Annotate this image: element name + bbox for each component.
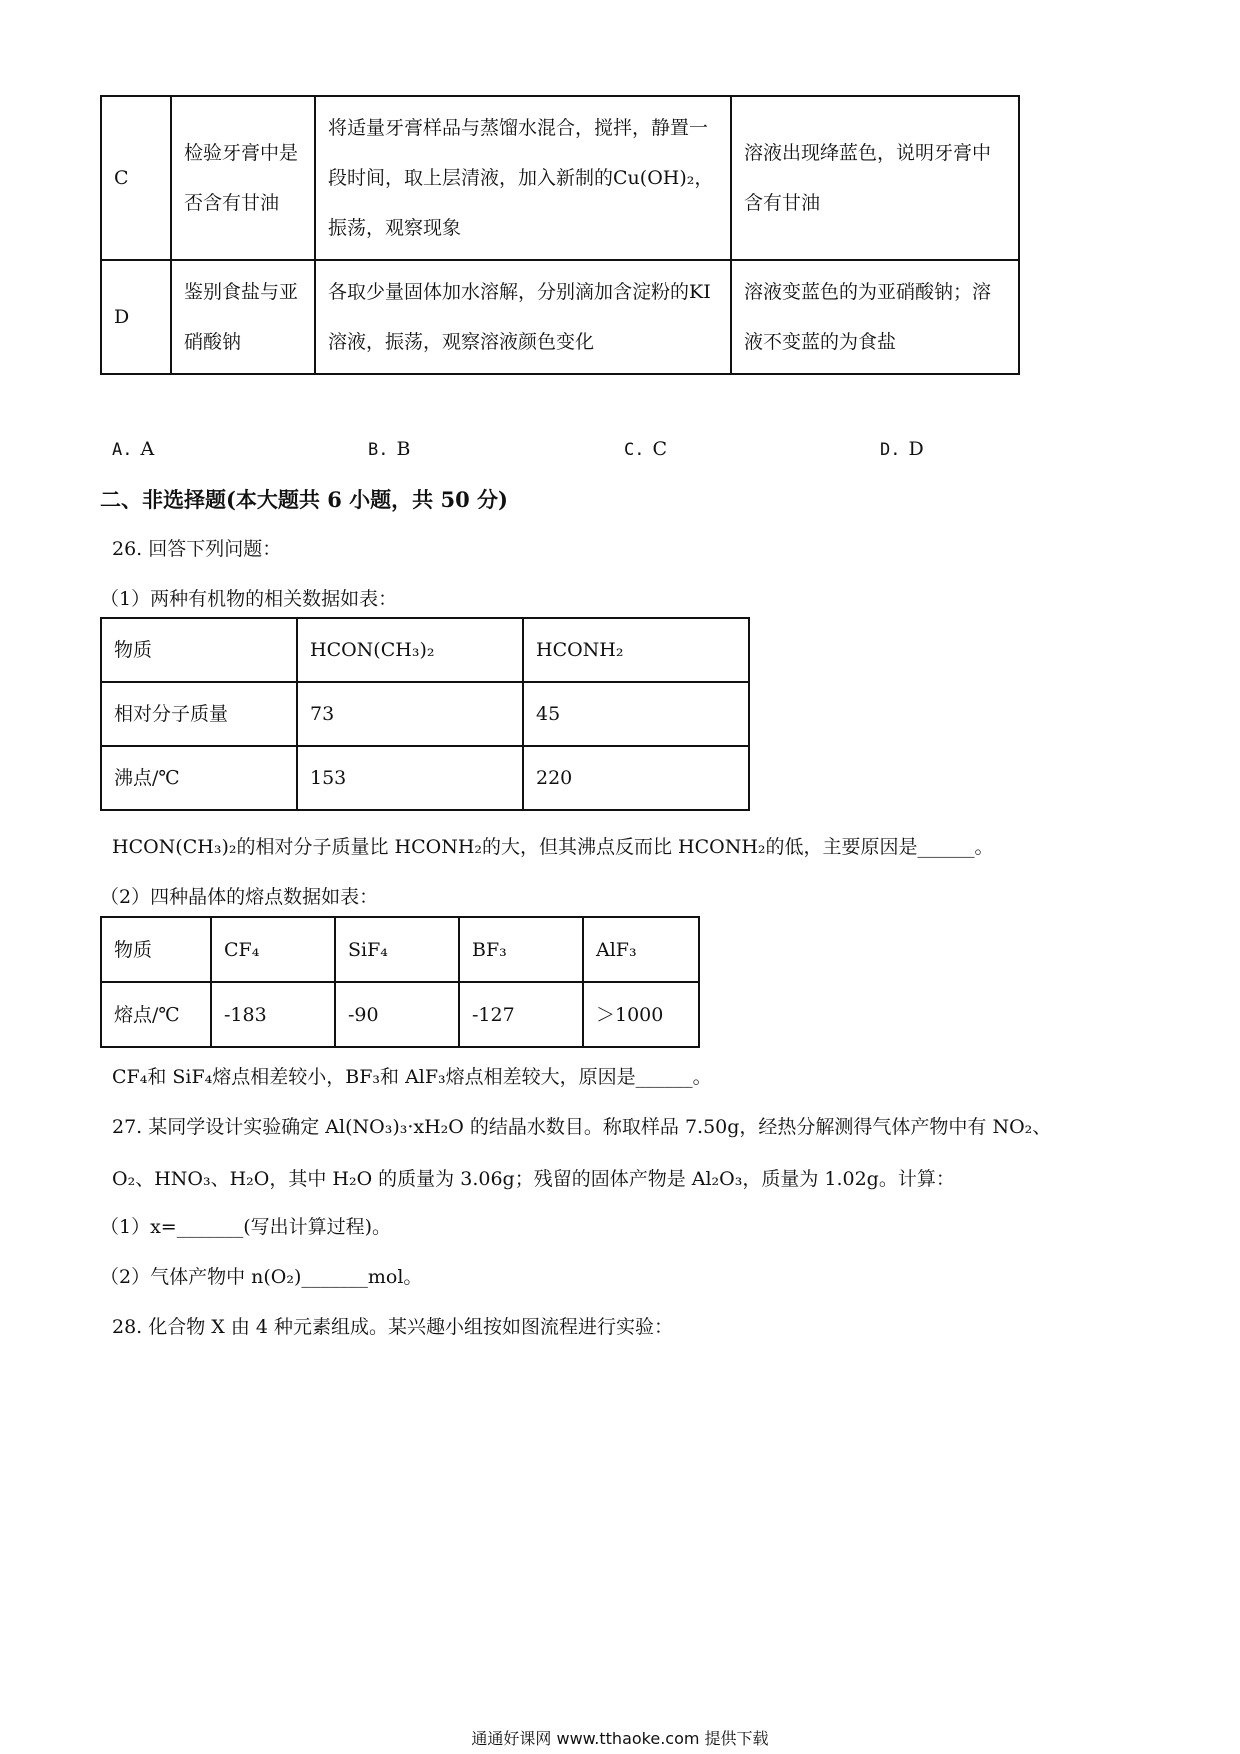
table-row — [101, 96, 1019, 260]
question-28-stem: 28. 化合物 X 由 4 种元素组成。某兴趣小组按如图流程进行实验： — [112, 1316, 674, 1338]
table-header-cell: 物质 — [101, 618, 297, 682]
option-value: A — [140, 438, 155, 460]
option-c[interactable] — [624, 438, 667, 460]
row-method: 将适量牙膏样品与蒸馏水混合，搅拌，静置一段时间，取上层清液，加入新制的Cu(OH)₂，振荡，观察现象 — [315, 96, 731, 260]
table-cell: 熔点/℃ — [101, 982, 211, 1047]
table-row — [101, 682, 749, 746]
question-27-line1: 27. 某同学设计实验确定 Al(NO₃)₃·xH₂O 的结晶水数目。称取样品 7.50g，经热分解测得气体产物中有 NO₂、 — [112, 1116, 1052, 1138]
table-cell: 153 — [297, 746, 523, 810]
question-26-part2-intro: （2）四种晶体的熔点数据如表： — [100, 886, 379, 908]
question-26-part1-intro: （1）两种有机物的相关数据如表： — [100, 588, 398, 610]
row-label: D — [101, 260, 171, 374]
option-key: D. — [880, 440, 901, 460]
page-footer: 通通好课网 www.tthaoke.com 提供下载 — [471, 1729, 769, 1748]
option-key: A. — [112, 440, 133, 460]
table-header-cell: AlF₃ — [583, 917, 699, 982]
question-27-sub2: （2）气体产物中 n(O₂)_______mol。 — [100, 1266, 423, 1288]
table-row — [101, 260, 1019, 374]
row-conclusion: 溶液出现绛蓝色，说明牙膏中含有甘油 — [731, 96, 1019, 260]
option-value: B — [396, 438, 411, 460]
row-conclusion: 溶液变蓝色的为亚硝酸钠；溶液不变蓝的为食盐 — [731, 260, 1019, 374]
table-header-row — [101, 917, 699, 982]
question-26-stem: 26. 回答下列问题： — [112, 538, 282, 560]
table-cell: -90 — [335, 982, 459, 1047]
organic-data-table — [100, 617, 750, 811]
melting-point-table — [100, 916, 700, 1048]
table-header-cell: HCON(CH₃)₂ — [297, 618, 523, 682]
table-cell: -127 — [459, 982, 583, 1047]
experiment-table — [100, 95, 1020, 375]
table-header-cell: CF₄ — [211, 917, 335, 982]
table-header-cell: BF₃ — [459, 917, 583, 982]
section-heading: 二、非选择题(本大题共 6 小题，共 50 分) — [100, 487, 508, 512]
table-header-cell: SiF₄ — [335, 917, 459, 982]
question-27-line2: O₂、HNO₃、H₂O，其中 H₂O 的质量为 3.06g；残留的固体产物是 Al₂O₃，质量为 1.02g。计算： — [112, 1168, 955, 1190]
row-label: C — [101, 96, 171, 260]
option-d[interactable] — [880, 438, 924, 460]
option-value: D — [908, 438, 924, 460]
question-27-sub1: （1）x=_______(写出计算过程)。 — [100, 1216, 392, 1238]
table-row — [101, 746, 749, 810]
table-cell: -183 — [211, 982, 335, 1047]
table-cell: 220 — [523, 746, 749, 810]
question-26-part1-question: HCON(CH₃)₂的相对分子质量比 HCONH₂的大，但其沸点反而比 HCONH₂的低，主要原因是______。 — [112, 836, 994, 858]
table-header-cell: HCONH₂ — [523, 618, 749, 682]
question-26-part2-question: CF₄和 SiF₄熔点相差较小，BF₃和 AlF₃熔点相差较大，原因是______。 — [112, 1066, 712, 1088]
row-purpose: 检验牙膏中是否含有甘油 — [171, 96, 315, 260]
row-method: 各取少量固体加水溶解，分别滴加含淀粉的KI溶液，振荡，观察溶液颜色变化 — [315, 260, 731, 374]
option-b[interactable] — [368, 438, 410, 460]
option-key: B. — [368, 440, 389, 460]
table-cell: 45 — [523, 682, 749, 746]
table-row — [101, 982, 699, 1047]
option-value: C — [652, 438, 668, 460]
table-cell: 沸点/℃ — [101, 746, 297, 810]
table-header-row — [101, 618, 749, 682]
table-header-cell: 物质 — [101, 917, 211, 982]
table-cell: ＞1000 — [583, 982, 699, 1047]
table-cell: 相对分子质量 — [101, 682, 297, 746]
row-purpose: 鉴别食盐与亚硝酸钠 — [171, 260, 315, 374]
table-cell: 73 — [297, 682, 523, 746]
option-key: C. — [624, 440, 645, 460]
option-a[interactable] — [112, 438, 154, 460]
